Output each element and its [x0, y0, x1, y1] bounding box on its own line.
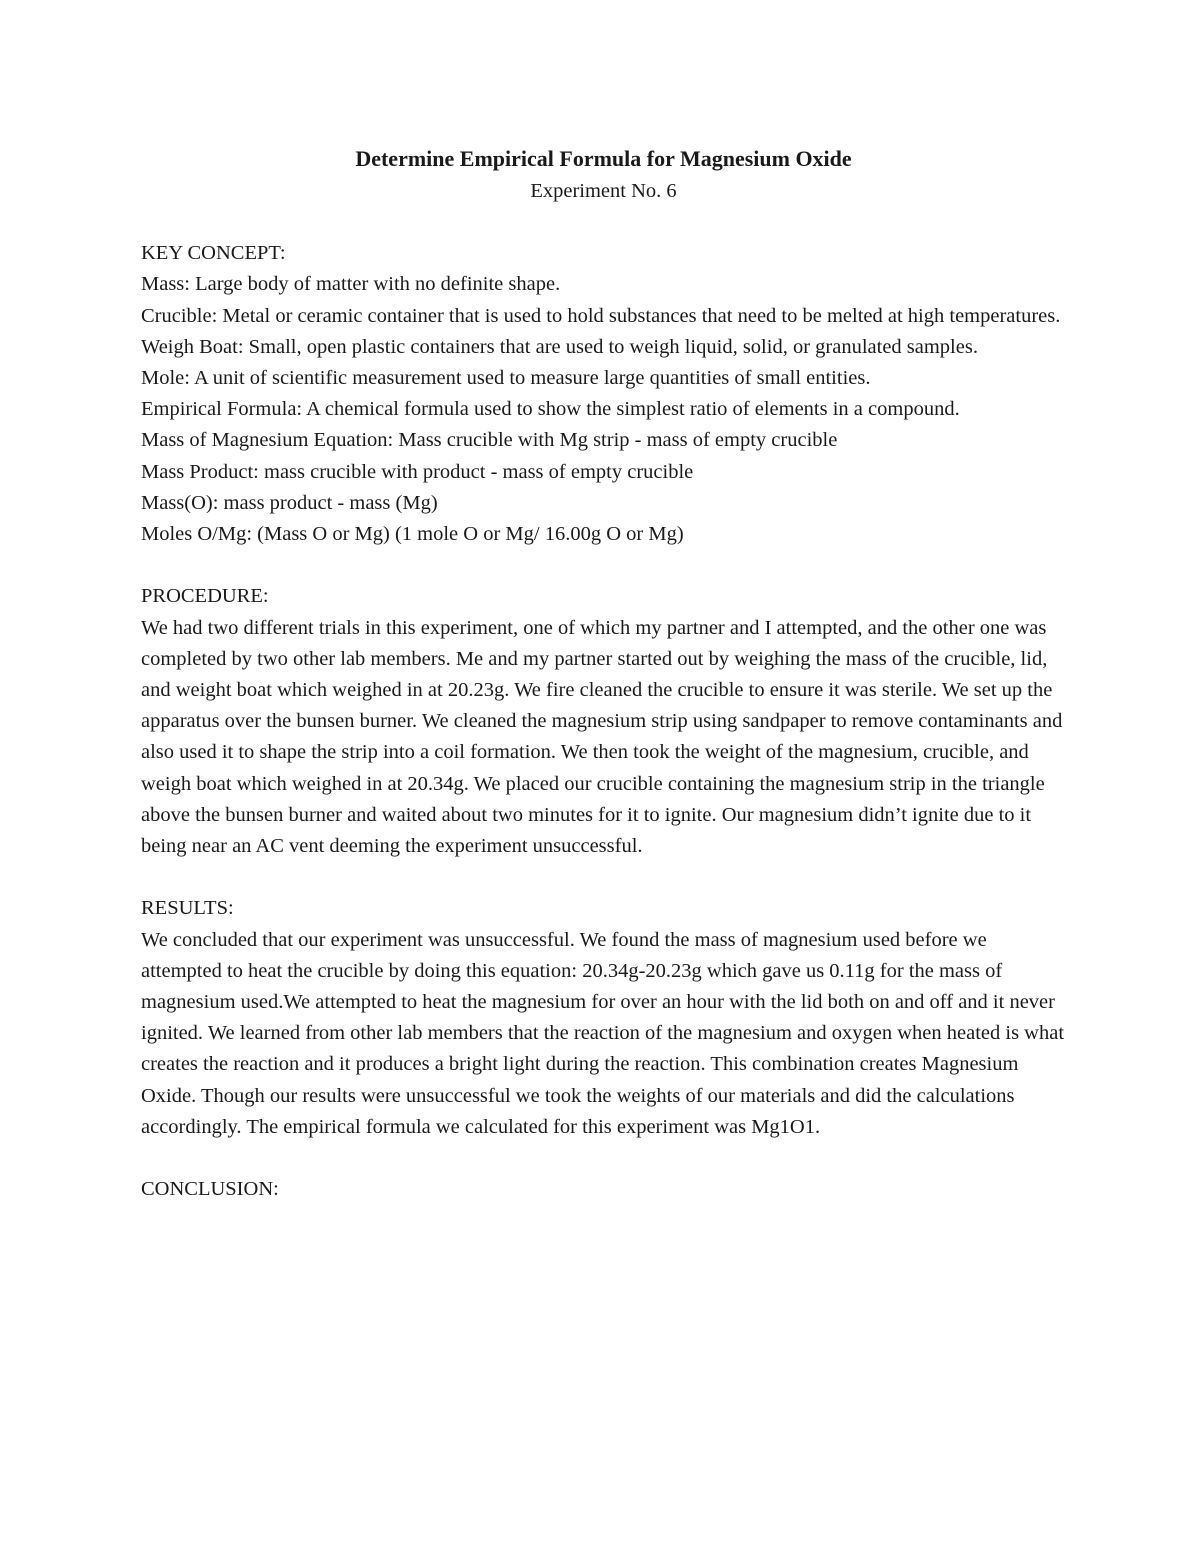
- key-concept-item: Moles O/Mg: (Mass O or Mg) (1 mole O or Mg/ 16.00g O or Mg): [141, 523, 684, 546]
- document-subtitle: Experiment No. 6: [530, 180, 677, 202]
- procedure-heading: PROCEDURE:: [141, 585, 269, 608]
- key-concept-item: Weigh Boat: Small, open plastic containers that are used to weigh liquid, solid, or granulated samples.: [141, 335, 978, 358]
- key-concept-item: Mass Product: mass crucible with product - mass of empty crucible: [141, 460, 694, 483]
- conclusion-heading: CONCLUSION:: [141, 1178, 279, 1201]
- key-concept-item: Mass of Magnesium Equation: Mass crucible with Mg strip - mass of empty crucible: [141, 429, 838, 452]
- key-concept-item: Mass: Large body of matter with no definite shape.: [141, 273, 561, 296]
- document-body: [141, 142, 1066, 1205]
- results-paragraph: We concluded that our experiment was unsuccessful. We found the mass of magnesium used before we attempted to heat the crucible by doing this equation: 20.34g-20.23g which gave us 0.11g for the mass of magnesium used.We attempted to heat the magnesium for over an hour with the lid both on and off and it never ignited. We learned from other lab members that the reaction of the magnesium and oxygen when heated is what creates the reaction and it produces a bright light during the reaction. This combination creates Magnesium Oxide. Though our results were unsuccessful we took the weights of our materials and did the calculations accordingly. The empirical formula we calculated for this experiment was Mg1O1.: [141, 928, 1065, 1138]
- conclusion-section: [141, 1174, 1066, 1205]
- key-concept-section: [141, 238, 1066, 550]
- procedure-paragraph: We had two different trials in this experiment, one of which my partner and I attempted, and the other one was completed by two other lab members. Me and my partner started out by weighing the mass of the crucible, lid, and weight boat which weighed in at 20.23g. We fire cleaned the crucible to ensure it was sterile. We set up the apparatus over the bunsen burner. We cleaned the magnesium strip using sandpaper to remove contaminants and also used it to shape the strip into a coil formation. We then took the weight of the magnesium, crucible, and weigh boat which weighed in at 20.34g. We placed our crucible containing the magnesium strip in the triangle above the bunsen burner and waited about two minutes for it to ignite. Our magnesium didn’t ignite due to it being near an AC vent deeming the experiment unsuccessful.: [141, 616, 1063, 858]
- section-spacer: [141, 1143, 1066, 1174]
- document-title: Determine Empirical Formula for Magnesium Oxide: [355, 146, 852, 171]
- key-concept-item: Empirical Formula: A chemical formula used to show the simplest ratio of elements in a compound.: [141, 398, 960, 421]
- key-concept-item: Mass(O): mass product - mass (Mg): [141, 491, 438, 514]
- results-heading: RESULTS:: [141, 897, 234, 920]
- section-spacer: [141, 862, 1066, 893]
- key-concept-item: Crucible: Metal or ceramic container that is used to hold substances that need to be melted at high temperatures.: [141, 304, 1061, 327]
- key-concept-heading: KEY CONCEPT:: [141, 242, 286, 265]
- procedure-section: [141, 581, 1066, 862]
- section-spacer: [141, 550, 1066, 581]
- key-concept-item: Mole: A unit of scientific measurement used to measure large quantities of small entities.: [141, 367, 871, 390]
- results-section: [141, 893, 1066, 1143]
